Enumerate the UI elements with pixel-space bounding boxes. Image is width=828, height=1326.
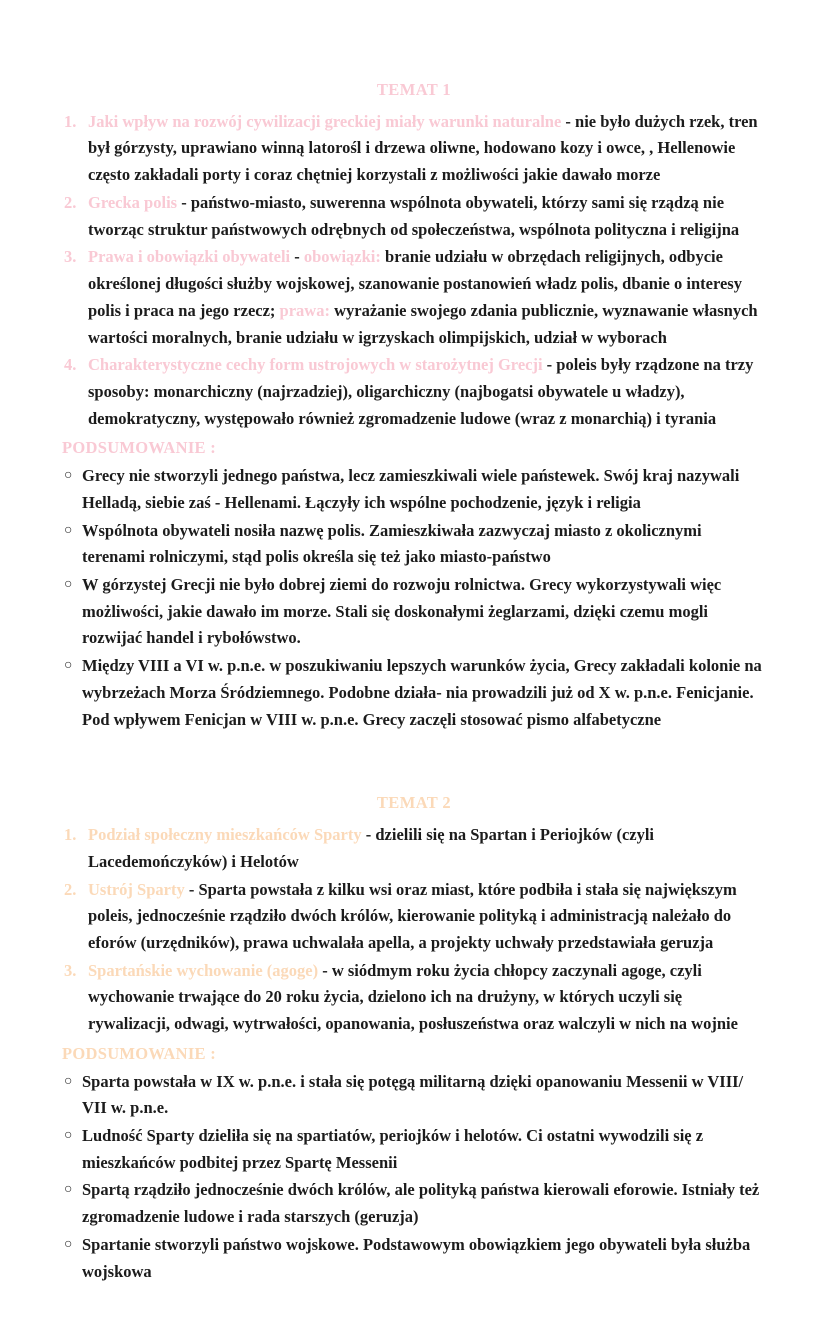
list-item-number: 3. [64,960,77,980]
list-item-text: Sparta powstała z kilku wsi oraz miast, które podbiła i stała się największym poleis, jednocześnie rządziło dwóch królów, kierowanie polityką i administracją należało do eforów (urzędników), prawa uchwalała apella, a projekty uchwały przedstawiała geruzja [88,879,737,952]
list-item-number: 1. [64,111,77,131]
list-item-body [88,352,768,432]
list-item-body [88,822,768,875]
numbered-list-item [60,352,768,432]
list-item-dash: - [361,825,376,845]
hollow-circle-bullet-icon: ○ [64,1236,73,1252]
summary-bullet-list [60,1069,768,1286]
list-item-term: Spartańskie wychowanie (agoge) [88,960,319,980]
summary-bullet-item [60,1177,768,1230]
summary-bullet-text: W górzystej Grecji nie było dobrej ziemi do rozwoju rolnictwa. Grecy wykorzystywali więc możliwości, jakie dawało im morze. Stali się doskonałymi żeglarzami, dzięki czemu mogli rozwijać handel i rybołówstwo. [82,575,722,648]
summary-heading: PODSUMOWANIE : [62,438,217,458]
list-item-text: branie udziału w obrzędach religijnych, odbycie określonej długości służby wojskowej, szanowanie postanowień władz polis, dbanie o interesy polis i praca na jego rzecz; [88,247,742,320]
numbered-list-item [60,190,768,243]
list-item-dash: - [290,247,304,267]
summary-bullet-text: Ludność Sparty dzieliła się na spartiatów, periojków i helotów. Ci ostatni wywodzili się z mieszkańców podbitej przez Spartę Messenii [82,1126,704,1172]
hollow-circle-bullet-icon: ○ [64,577,73,592]
numbered-list [60,109,768,433]
list-item-term: Charakterystyczne cechy form ustrojowych w starożytnej Grecji [88,355,543,375]
sections-container [60,78,768,1285]
list-item-text: nie było dużych rzek, tren był górzysty, uprawiano winną latorośl i drzewa oliwne, hodowano kozy i owce, , Hellenowie często zakładali porty i coraz chętniej korzystali z możliwości jakie dawało morze [88,111,758,185]
list-item-dash: - [177,192,191,212]
list-item-number: 1. [64,825,77,845]
list-item-number: 2. [64,192,77,212]
hollow-circle-bullet-icon: ○ [64,1073,73,1089]
summary-bullet-text: Spartą rządziło jednocześnie dwóch królów, ale polityką państwa kierowali eforowie. Istniały też zgromadzenie ludowe i rada starszych (geruzja) [82,1180,760,1227]
list-item-text-2: wyrażanie swojego zdania publicznie, wyznawanie własnych wartości moralnych, branie udziału w igrzyskach olimpijskich, udział w wyborach [88,300,758,347]
summary-bullet-text: Grecy nie stworzyli jednego państwa, lecz zamieszkiwali wiele państewek. Swój kraj nazywali Helladą, siebie zaś - Hellenami. Łączyły ich wspólne pochodzenie, język i religia [82,466,740,512]
numbered-list [60,822,768,1038]
list-item-dash: - [542,355,557,375]
section-title: TEMAT 2 [376,793,452,813]
list-item-dash: - [184,879,199,899]
summary-bullet-item [60,653,768,733]
list-item-subterm-2: prawa: [279,300,330,320]
summary-bullet-item [60,518,768,571]
summary-bullet-item [60,1069,768,1122]
list-item-subterm: obowiązki: [303,247,381,267]
numbered-list-item [60,244,768,351]
hollow-circle-bullet-icon: ○ [64,522,73,538]
list-item-body [88,958,768,1038]
list-item-dash: - [318,960,332,980]
list-item-number: 4. [64,355,77,375]
summary-bullet-list [60,463,768,733]
hollow-circle-bullet-icon: ○ [64,468,73,484]
summary-bullet-text: Między VIII a VI w. p.n.e. w poszukiwaniu lepszych warunków życia, Grecy zakładali kolonie na wybrzeżach Morza Śródziemnego. Podobne działa- nia prowadzili już od X w. p.n.e. Fenicjanie. Pod wpływem Fenicjan w VIII w. p.n.e. Grecy zaczęli stosować pismo alfabetyczne [82,656,762,729]
list-item-text: państwo-miasto, suwerenna wspólnota obywateli, którzy sami się rządzą nie tworząc struktur państwowych odrębnych od społeczeństwa, wspólnota polityczna i religijna [88,192,740,239]
numbered-list-item [60,958,768,1038]
section-temat-1 [60,78,768,733]
summary-heading: PODSUMOWANIE : [62,1043,217,1063]
list-item-term: Prawa i obowiązki obywateli [88,247,291,267]
summary-bullet-item [60,463,768,516]
section-temat-2 [60,791,768,1285]
summary-bullet-text: Spartanie stworzyli państwo wojskowe. Podstawowym obowiązkiem jego obywateli była służba wojskowa [82,1234,751,1281]
summary-bullet-item [60,1232,768,1285]
list-item-term: Grecka polis [88,192,178,212]
list-item-term: Ustrój Sparty [88,879,185,899]
list-item-text: poleis były rządzone na trzy sposoby: monarchiczny (najrzadziej), oligarchiczny (najbogatsi obywatele u władzy), demokratyczny, występowało również zgromadzenie ludowe (wraz z monarchią) i tyrania [88,355,754,428]
summary-bullet-text: Wspólnota obywateli nosiła nazwę polis. Zamieszkiwała zazwyczaj miasto z okolicznymi terenami rolniczymi, stąd polis określa się też jako miasto-państwo [82,520,702,567]
numbered-list-item [60,109,768,189]
list-item-body [88,877,768,957]
list-item-dash: - [561,111,576,131]
list-item-body [88,244,768,351]
hollow-circle-bullet-icon: ○ [64,658,73,674]
list-item-text: dzielili się na Spartan i Periojków (czyli Lacedemończyków) i Helotów [88,825,655,871]
hollow-circle-bullet-icon: ○ [64,1182,73,1198]
list-item-term: Jaki wpływ na rozwój cywilizacji greckiej miały warunki naturalne [88,111,562,131]
hollow-circle-bullet-icon: ○ [64,1128,73,1143]
section-title: TEMAT 1 [376,80,452,99]
list-item-body [88,109,768,189]
list-item-body [88,190,768,243]
numbered-list-item [60,877,768,957]
list-item-number: 3. [64,247,77,267]
summary-bullet-item [60,572,768,652]
summary-bullet-item [60,1123,768,1176]
list-item-number: 2. [64,879,77,899]
list-item-term: Podział społeczny mieszkańców Sparty [88,825,362,845]
list-item-text: w siódmym roku życia chłopcy zaczynali agoge, czyli wychowanie trwające do 20 roku życia, dzielono ich na drużyny, w których uczyli się rywalizacji, odwagi, wytrwałości, opanowania, posłuszeństwa oraz walczyli w nich na wojnie [88,960,738,1034]
numbered-list-item [60,822,768,875]
summary-bullet-text: Sparta powstała w IX w. p.n.e. i stała się potęgą militarną dzięki opanowaniu Messenii w VIII/ VII w. p.n.e. [82,1071,744,1118]
